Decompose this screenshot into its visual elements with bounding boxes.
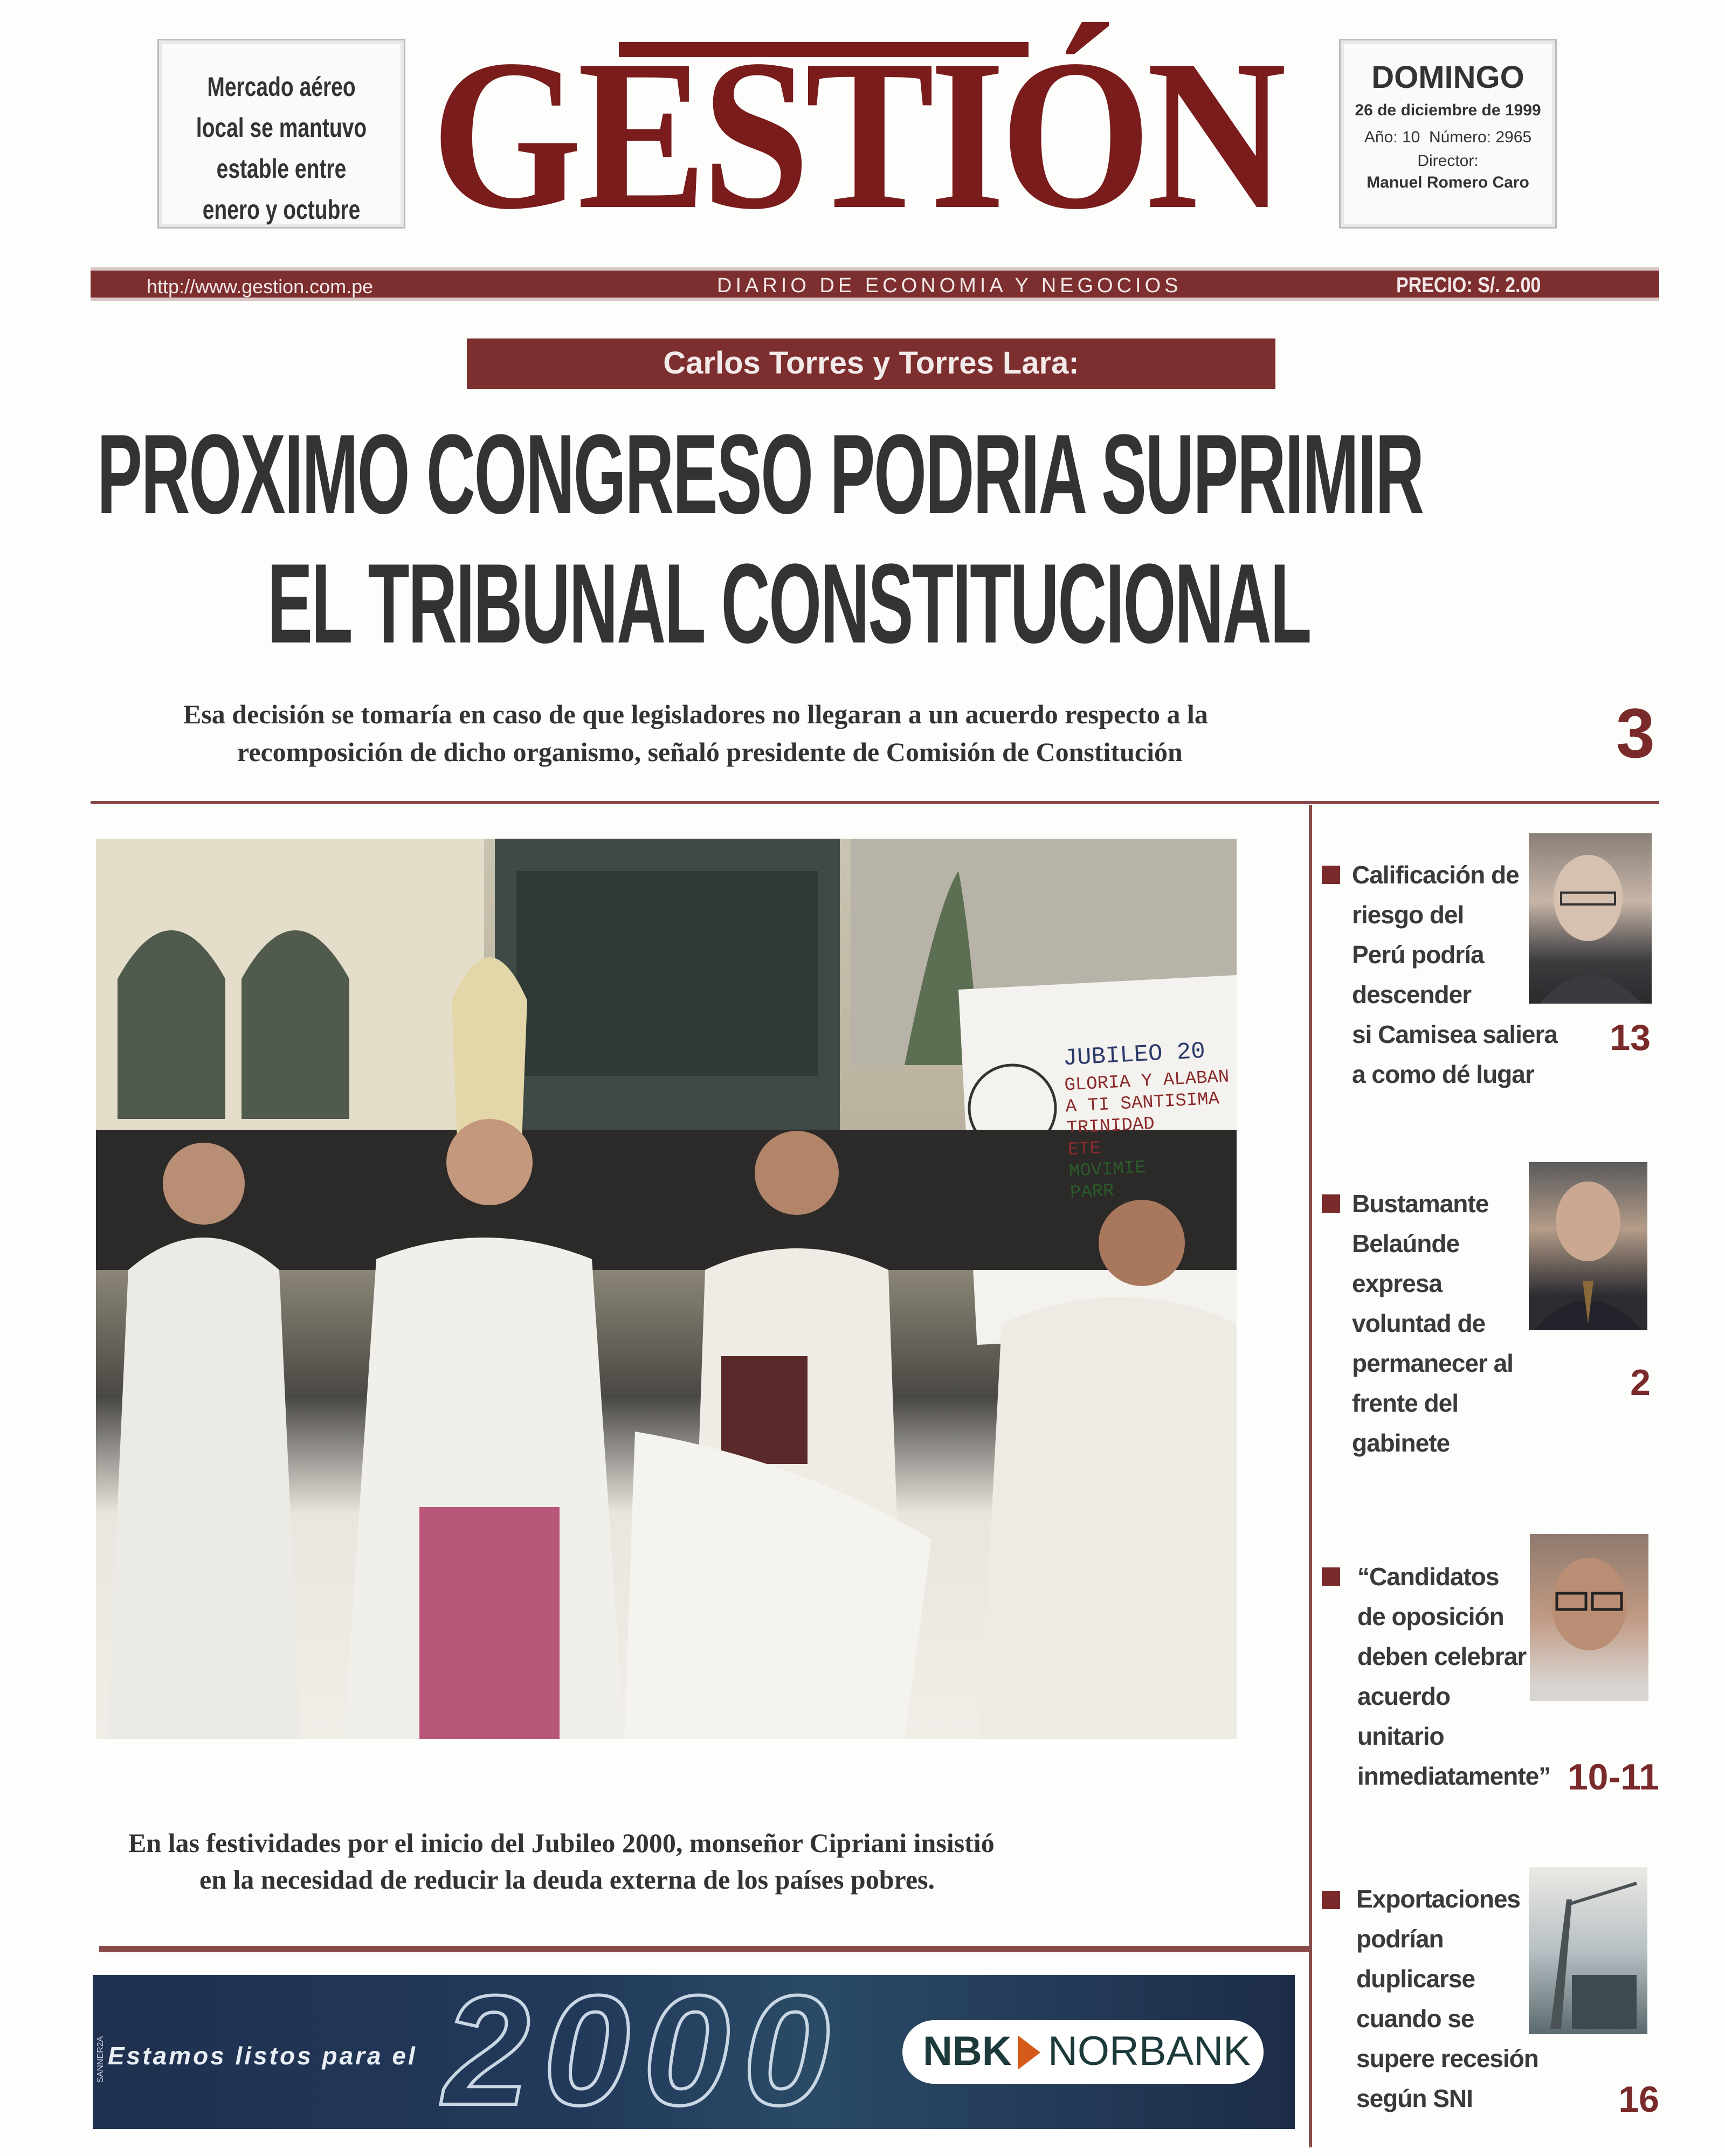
sidebar-line: acuerdo <box>1357 1682 1450 1710</box>
sidebar-line: supere recesión <box>1356 2044 1538 2072</box>
banner-line: A TI SANTISIMA <box>1065 1089 1220 1118</box>
sidebar-line: descender <box>1352 980 1472 1008</box>
sidebar-line: Calificación de <box>1352 861 1519 889</box>
sidebar-line: según SNI <box>1356 2084 1473 2112</box>
sidebar-line: a como dé lugar <box>1352 1060 1534 1088</box>
director-name: Manuel Romero Caro <box>1367 174 1529 191</box>
bishop-face <box>446 1119 533 1205</box>
banner-line: PARR <box>1070 1180 1115 1204</box>
sidebar-item-riesgo[interactable] <box>1322 855 1656 1157</box>
norbank-brand: NORBANK <box>1048 2028 1251 2074</box>
sidebar-line: voluntad de <box>1352 1309 1486 1337</box>
sidebar-headline <box>1356 1879 1538 2118</box>
banner-text <box>1062 1034 1237 1204</box>
ad-big-number: 2000 <box>443 1975 843 2129</box>
issue-day: DOMINGO <box>1371 60 1524 95</box>
sidebar-line: duplicarse <box>1356 1965 1475 1993</box>
section-divider <box>91 801 1659 804</box>
deck-line-1: Esa decisión se tomaría en caso de que legisladores no llegaran a un acuerdo respecto a la <box>183 699 1208 729</box>
altar-server-right <box>980 1297 1237 1739</box>
crane-icon <box>1529 1867 1647 2034</box>
page-number[interactable]: 13 <box>1610 1017 1651 1058</box>
sidebar-headline <box>1352 1184 1513 1463</box>
banner-line: ETE <box>1067 1138 1101 1161</box>
photo-caption-line-2: en la necesidad de reducir la deuda externa de los países pobres. <box>199 1864 935 1895</box>
sidebar-headline <box>1357 1557 1550 1796</box>
portrait-photo <box>1530 1534 1648 1701</box>
sidebar-line: inmediatamente” <box>1357 1762 1551 1790</box>
sidebar-line: Bustamante <box>1352 1190 1489 1218</box>
issue-number: Número: 2965 <box>1429 128 1532 146</box>
sidebar-line: permanecer al <box>1352 1349 1513 1377</box>
teaser-line: enero y octubre <box>202 195 361 225</box>
sidebar-line: Exportaciones <box>1356 1885 1520 1913</box>
portrait-photo <box>1529 833 1652 1004</box>
portrait-icon <box>1529 833 1652 1004</box>
issue-year-number <box>1341 125 1555 150</box>
portrait-photo <box>1529 1162 1647 1330</box>
sidebar-line: gabinete <box>1352 1429 1450 1457</box>
photo-caption-line-1: En las festividades por el inicio del Jubileo 2000, monseñor Cipriani insistió <box>128 1828 995 1858</box>
headline-line-2[interactable]: EL TRIBUNAL CONSTITUCIONAL <box>267 540 1310 667</box>
sidebar-line: Perú podría <box>1352 941 1484 969</box>
bullet-icon <box>1322 1194 1340 1213</box>
sidebar-line: deben celebrar <box>1357 1642 1527 1670</box>
headline-line-1[interactable]: PROXIMO CONGRESO PODRIA SUPRIMIR <box>97 411 1423 537</box>
kicker: Carlos Torres y Torres Lara: <box>663 345 1079 381</box>
bishop-stole <box>419 1507 560 1739</box>
bullet-icon <box>1322 1891 1340 1909</box>
issue-date: 26 de diciembre de 1999 <box>1355 101 1541 119</box>
photo-scene <box>96 839 1237 1739</box>
page-number[interactable]: 10-11 <box>1567 1757 1659 1798</box>
deck-line-2: recomposición de dicho organismo, señaló presidente de Comisión de Constitución <box>237 737 1183 767</box>
portrait-icon <box>1530 1534 1648 1701</box>
issue-info-box <box>1339 39 1557 229</box>
sidebar-line: podrían <box>1356 1925 1444 1953</box>
banner-line: MOVIMIE <box>1068 1157 1147 1183</box>
sidebar-item-candidatos[interactable] <box>1322 1557 1667 1815</box>
sidebar-headline <box>1352 855 1557 1094</box>
sidebar-line: Belaúnde <box>1352 1229 1460 1257</box>
sidebar-line: expresa <box>1352 1269 1442 1297</box>
mitre <box>452 957 527 1141</box>
main-photo[interactable] <box>96 839 1237 1739</box>
banner-line: GLORIA Y ALABAN <box>1064 1067 1230 1096</box>
altar-server-left <box>107 1238 301 1739</box>
issue-year: Año: 10 <box>1364 128 1420 146</box>
sidebar-line: frente del <box>1352 1389 1459 1417</box>
server-face <box>1099 1200 1185 1286</box>
norbank-logo-mark: NBK <box>923 2028 1012 2074</box>
teaser-line: estable entre <box>216 154 347 184</box>
book <box>721 1356 808 1464</box>
arch-right <box>242 930 349 1119</box>
portrait-icon <box>1529 1162 1647 1330</box>
masthead-logo: GESTIÓN <box>431 15 1282 254</box>
arch-left <box>118 930 225 1119</box>
page-number[interactable]: 16 <box>1618 2079 1659 2120</box>
face <box>163 1143 245 1225</box>
priest-face <box>755 1131 839 1215</box>
tagline: DIARIO DE ECONOMIA Y NEGOCIOS <box>717 274 1182 297</box>
website-url[interactable]: http://www.gestion.com.pe <box>147 275 374 298</box>
ad-slogan: Estamos listos para el <box>108 2042 417 2070</box>
banner-line: JUBILEO 20 <box>1062 1038 1206 1073</box>
crowd <box>96 1130 1237 1270</box>
bullet-icon <box>1322 1567 1340 1586</box>
bullet-icon <box>1322 866 1340 884</box>
sidebar-line: unitario <box>1357 1722 1444 1750</box>
left-teaser-box[interactable] <box>157 39 405 229</box>
balcony-windows <box>516 871 818 1076</box>
ad-small-print: SANNER2A <box>96 2036 105 2083</box>
banner-line: TRINIDAD <box>1066 1114 1155 1139</box>
port-photo <box>1529 1867 1647 2034</box>
sidebar-line: “Candidatos <box>1357 1563 1499 1591</box>
teaser-line: local se mantuvo <box>196 113 367 143</box>
norbank-logo-arrow-icon <box>1018 2035 1040 2070</box>
page-number[interactable]: 2 <box>1630 1362 1651 1403</box>
sidebar-item-bustamante[interactable] <box>1322 1184 1656 1485</box>
sidebar-line: cuando se <box>1356 2005 1474 2033</box>
sidebar-line: de oposición <box>1357 1602 1504 1630</box>
bottom-rule <box>99 1946 1310 1952</box>
sidebar-line: si Camisea saliera <box>1352 1020 1557 1048</box>
price: PRECIO: S/. 2.00 <box>1396 273 1541 297</box>
norbank-ad[interactable] <box>93 1975 1295 2129</box>
teaser-line: Mercado aéreo <box>207 72 356 102</box>
lead-page-number[interactable]: 3 <box>1616 694 1655 772</box>
sidebar-item-exportaciones[interactable] <box>1322 1879 1667 2138</box>
director-label: Director: <box>1417 152 1479 170</box>
sidebar-line: riesgo del <box>1352 901 1464 929</box>
